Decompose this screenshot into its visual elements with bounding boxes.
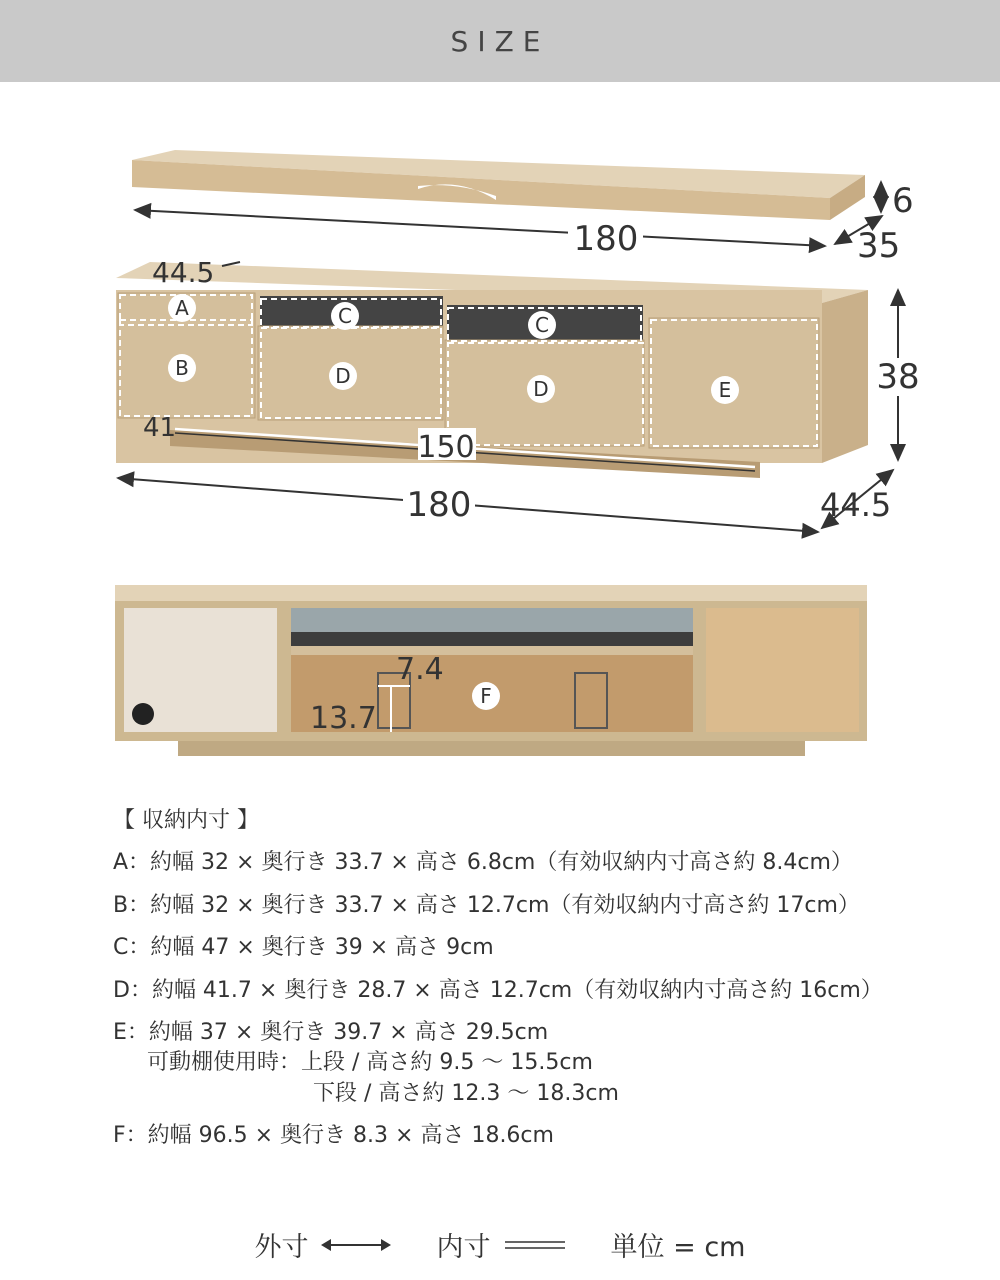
spec-row-e-main: E：約幅 37 × 奥行き 39.7 × 高さ 29.5cm: [113, 1019, 549, 1045]
double-arrow-icon: [319, 1235, 393, 1255]
legend-outer-label: 外寸: [254, 1232, 309, 1263]
spec-row-a: A：約幅 32 × 奥行き 33.7 × 高さ 6.8cm（有効収納内寸高さ約 8.4cm）: [113, 850, 853, 876]
main-width-label: 180: [406, 485, 472, 525]
top-height-label: 6: [892, 181, 914, 221]
label-c-2: C: [535, 313, 549, 337]
spec-row-e: [113, 1020, 973, 1107]
label-a: A: [175, 296, 189, 320]
spec-row-e-sub1: 可動棚使用時：上段 / 高さ約 9.5 〜 15.5cm: [147, 1050, 593, 1076]
spec-row-d: D：約幅 41.7 × 奥行き 28.7 × 高さ 12.7cm（有効収納内寸高さ約 16cm）: [113, 977, 883, 1003]
back-view: [115, 585, 867, 756]
label-e: E: [718, 378, 732, 402]
label-d-2: D: [533, 377, 549, 401]
legend-unit: 単位 = cm: [610, 1232, 746, 1263]
spec-row-c: C：約幅 47 × 奥行き 39 × 高さ 9cm: [113, 935, 494, 961]
label-f: F: [480, 684, 492, 708]
inner-width-label: 150: [417, 430, 475, 465]
specs-title: 【 収納内寸 】: [113, 808, 259, 833]
page-title: SIZE: [450, 24, 550, 58]
spec-row-b: B：約幅 32 × 奥行き 33.7 × 高さ 12.7cm（有効収納内寸高さ約 17cm）: [113, 892, 860, 918]
main-height-label: 38: [876, 357, 920, 397]
legend-inner-label: 内寸: [436, 1232, 491, 1263]
storage-specs: [113, 808, 973, 1166]
spec-row-e-sub2: 下段 / 高さ約 12.3 〜 18.3cm: [313, 1080, 619, 1106]
top-board: [132, 150, 865, 220]
legend-inner: [437, 1225, 567, 1264]
label-b: B: [175, 356, 189, 380]
back-dim-a-label: 7.4: [396, 652, 444, 687]
label-d-1: D: [335, 364, 351, 388]
inner-height-label: 41: [143, 413, 177, 443]
double-line-icon: [503, 1235, 567, 1255]
back-dim-b-label: 13.7: [310, 701, 377, 736]
spec-row-f: F：約幅 96.5 × 奥行き 8.3 × 高さ 18.6cm: [113, 1123, 554, 1149]
label-c-1: C: [338, 304, 352, 328]
main-depth-label: 44.5: [820, 486, 892, 524]
legend-outer: [255, 1225, 393, 1264]
legend: [0, 1225, 1000, 1264]
top-width-label: 180: [573, 219, 639, 259]
top-depth-label: 35: [857, 226, 901, 266]
top-width-arrow: [135, 210, 825, 246]
top-depth-inner-label: 44.5: [152, 256, 215, 289]
